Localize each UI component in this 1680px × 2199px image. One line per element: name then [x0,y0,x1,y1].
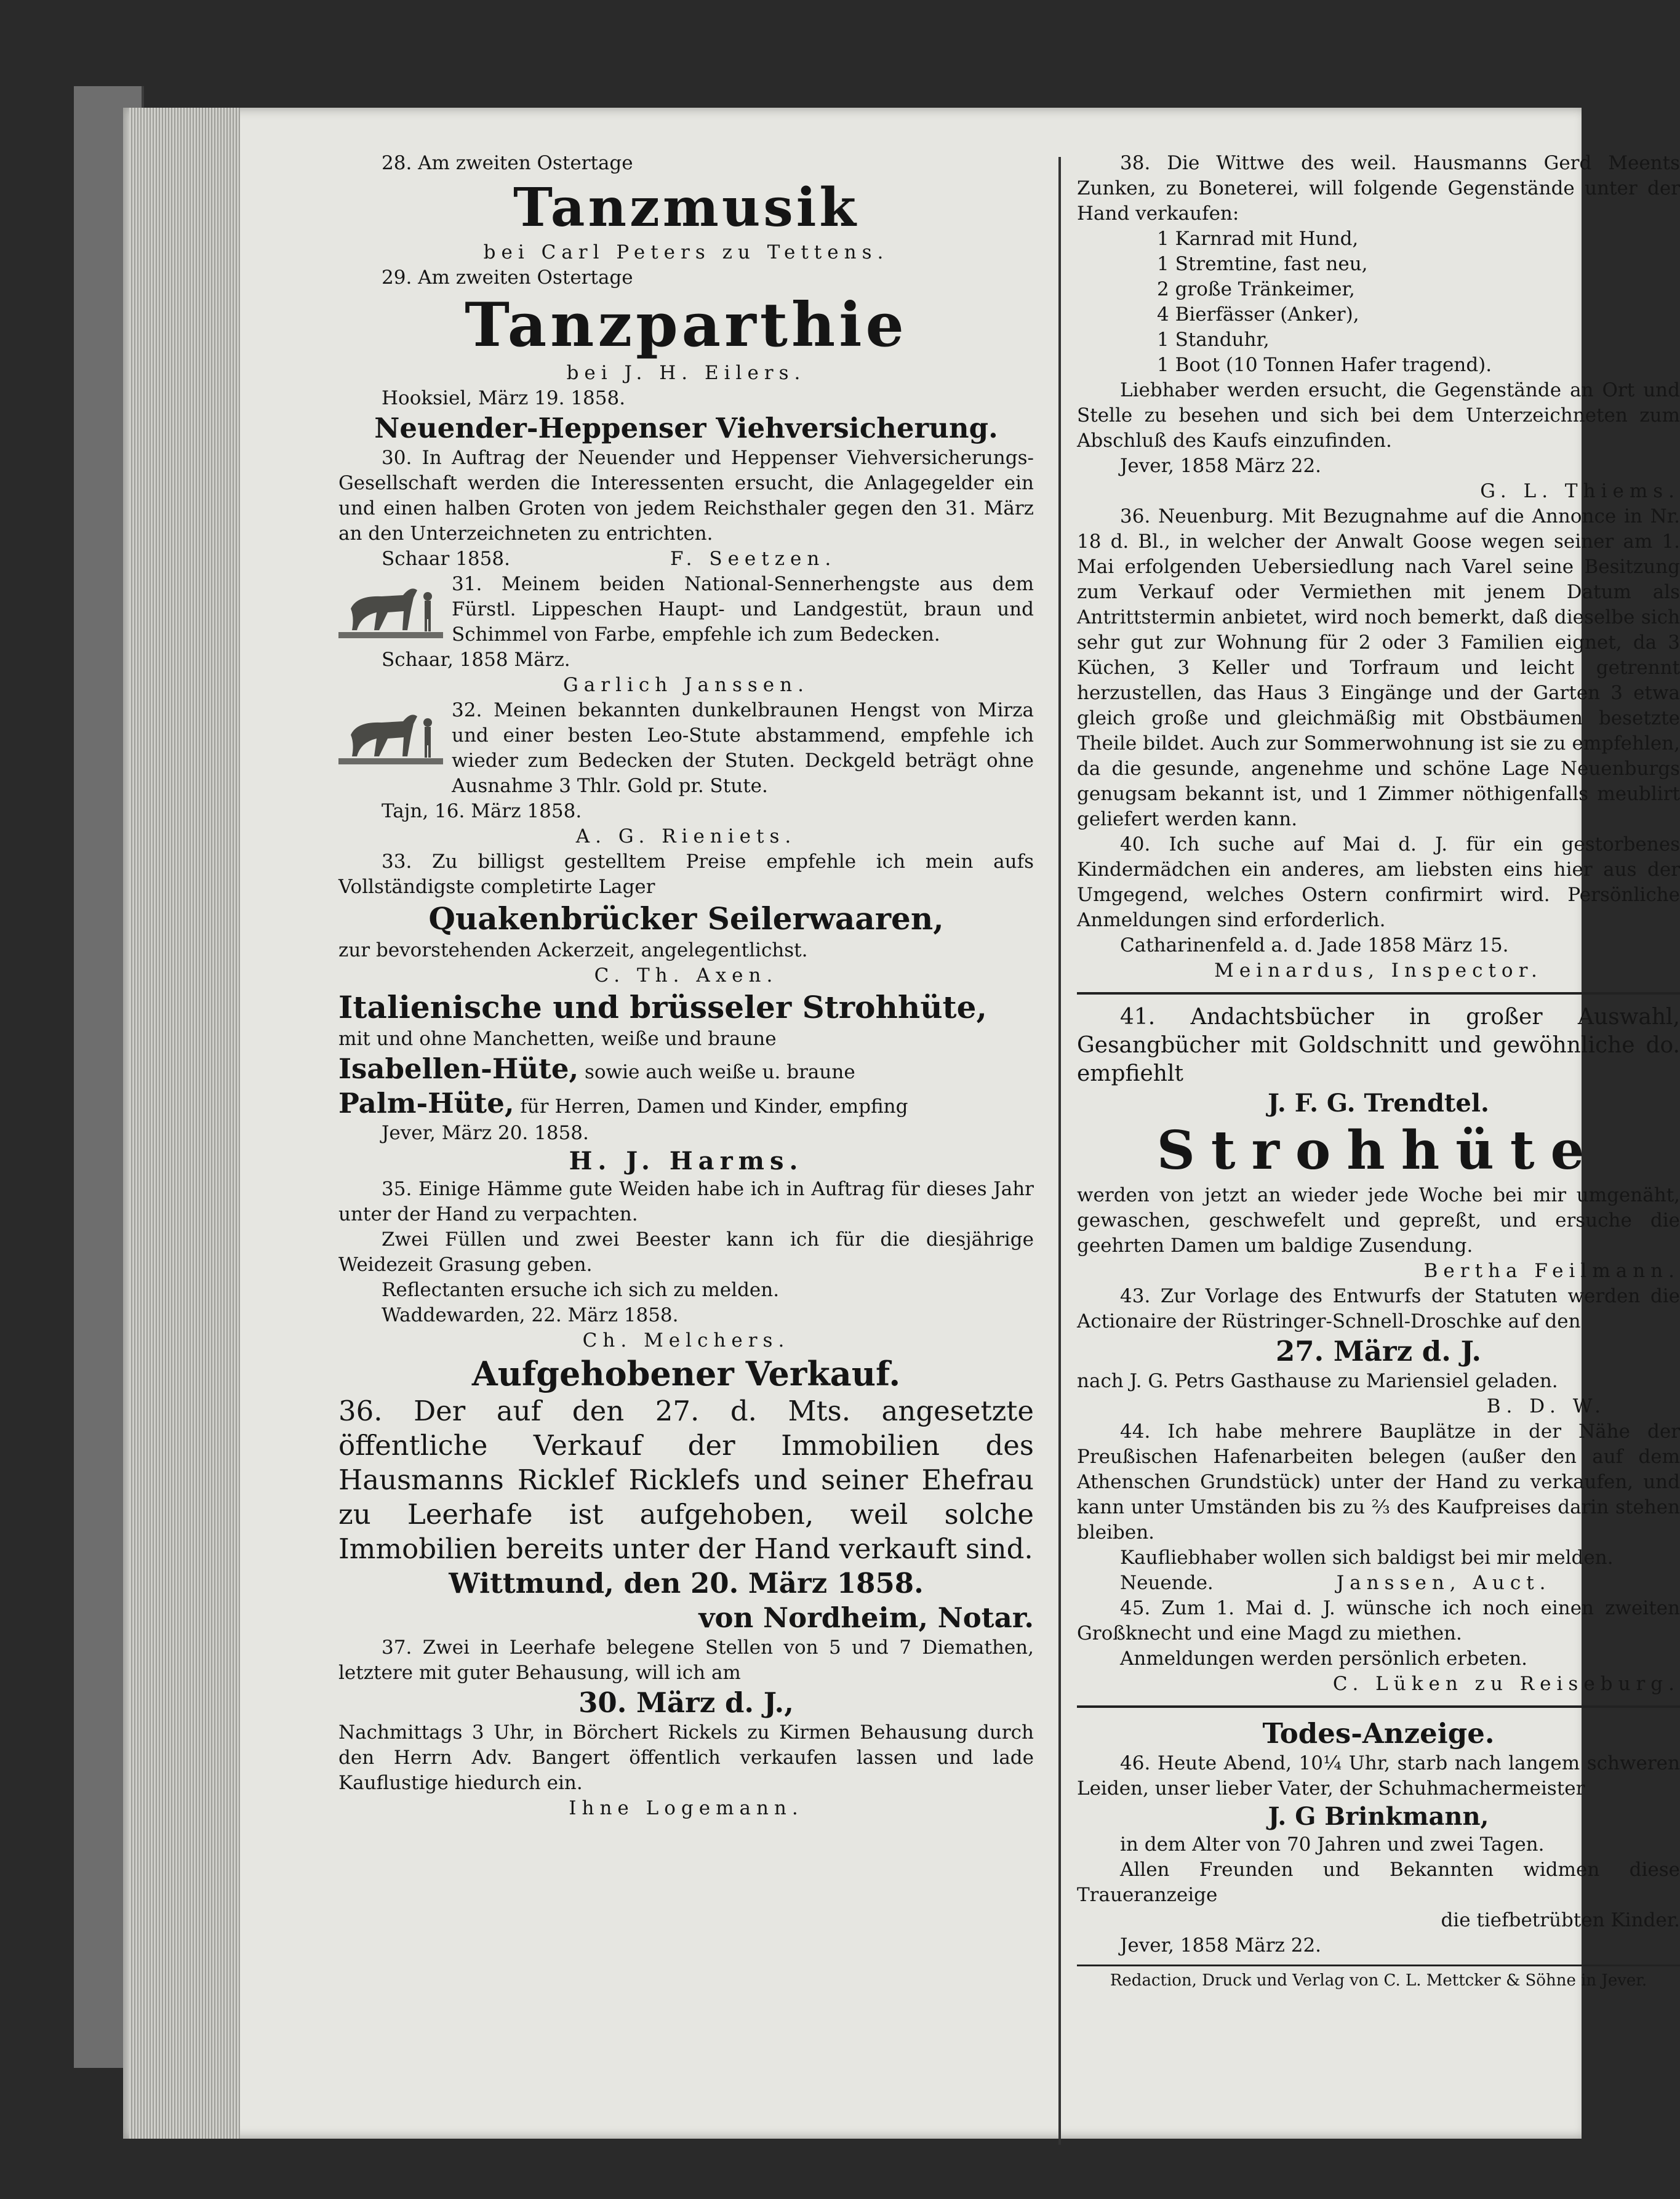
ad-34-signature: H. J. Harms. [569,1147,804,1176]
horse-icon [338,698,443,772]
list-item: 1 Stremtine, fast neu, [1157,253,1368,275]
section-rule [1077,992,1680,995]
ad-42-signature: Bertha Feilmann. [1423,1260,1680,1282]
ad-32-block [338,698,1034,799]
ad-29-date: Hooksiel, März 19. 1858. [382,387,626,409]
ad-44-signature: Janssen, Auct. [1336,1572,1551,1594]
list-item: 2 große Tränkeimer, [1157,278,1355,300]
horse-icon [338,572,443,646]
ad-39-body: 36. Neuenburg. Mit Bezugnahme auf die Annonce in Nr. 18 d. Bl., in welcher der Anwalt Goose wegen seiner am 1. Mai erfolgenden Uebersiedlung nach Varel seine Besitzung zum Verkauf oder Vermiethen mit jenem Datum als Antrittstermin anbietet, wird noch bemerkt, daß dieselbe sich sehr gut zur Wohnung für 2 oder 3 Familien eignet, da 3 Küchen, 3 Keller und Torfraum und leicht getrennt herzustellen, das Haus 3 Eingänge und der Garten 3 etwa gleich große und gleichmäßig mit Obstbäumen besetzte Theile bildet. Auch zur Sommerwohnung ist sie zu empfehlen, da die gesunde, angenehme und schöne Lage Neuenburgs genugsam bekannt ist, und 1 Zimmer nöthigenfalls meublirt geliefert werden kann. [1077,505,1680,830]
ad-36-date: Wittmund, den 20. März 1858. [449,1567,924,1600]
ad-33-signature: C. Th. Axen. [594,964,778,987]
ad-36-signature: von Nordheim, Notar. [698,1601,1034,1634]
ad-34-line3 [338,1086,1034,1121]
ad-34-line2-text: sowie auch weiße u. braune [585,1061,855,1083]
ad-44-body2: Kaufliebhaber wollen sich baldigst bei mir melden. [1120,1547,1614,1569]
ad-34-line2 [338,1052,1034,1086]
ad-43-body: 43. Zur Vorlage des Entwurfs der Statuten werden die Actionaire der Rüstringer-Schnell-Droschke auf den [1077,1285,1680,1332]
ad-31-block [338,572,1034,647]
newspaper-page [123,108,1680,2139]
imprint-footer: Redaction, Druck und Verlag von C. L. Mettcker & Söhne in Jever. [1110,1971,1647,1990]
ad-29-by: bei J. H. Eilers. [566,362,806,384]
list-item: 1 Standuhr, [1157,329,1270,351]
ad-28-title: Tanzmusik [513,177,860,239]
list-item: 4 Bierfässer (Anker), [1157,303,1359,326]
horse-illustration [338,572,443,646]
ad-38-items [1077,226,1680,378]
ad-36-body: 36. Der auf den 27. d. Mts. angesetzte öffentliche Verkauf der Immobilien des Hausmanns Ricklef Ricklefs und seiner Ehefrau zu Leerhafe ist aufgehoben, weil solche Immobilien bereits unter der Hand verkauft sind. [338,1395,1034,1565]
ad-35-body: 35. Einige Hämme gute Weiden habe ich in Auftrag für dieses Jahr unter der Hand zu verpachten. [338,1178,1034,1225]
ad-33-title: Quakenbrücker Seilerwaaren, [428,900,944,937]
ad-40-date: Catharinenfeld a. d. Jade 1858 März 15. [1120,934,1509,956]
ad-37-date: 30. März d. J., [578,1686,794,1719]
list-item: 1 Karnrad mit Hund, [1157,228,1359,250]
ad-46-body: 46. Heute Abend, 10¼ Uhr, starb nach langem schweren Leiden, unser lieber Vater, der Schuhmachermeister [1077,1752,1680,1800]
ad-29-intro: 29. Am zweiten Ostertage [382,266,633,289]
ad-43-tail: nach J. G. Petrs Gasthause zu Mariensiel geladen. [1077,1370,1558,1392]
ad-31-body: 31. Meinem beiden National-Sennerhengste aus dem Fürstl. Lippeschen Haupt- und Landgestüt, braun und Schimmel von Farbe, empfehle ich zum Bedecken. [452,573,1034,646]
ad-35-body3: Reflectanten ersuche ich sich zu melden. [382,1279,780,1301]
ad-45-body: 45. Zum 1. Mai d. J. wünsche ich noch einen zweiten Großknecht und eine Magd zu miethen. [1077,1597,1680,1644]
footer-rule [1077,1965,1680,1966]
ad-34-title: Italienische und brüsseler Strohhüte, [338,989,987,1025]
ad-45-signature: C. Lüken zu Reiseburg. [1332,1673,1680,1695]
ad-44-body: 44. Ich habe mehrere Bauplätze in der Nähe der Preußischen Hafenarbeiten belegen (außer den auf dem Athenschen Grundstück) unter der Hand zu verkaufen, und kann unter Umständen bis zu ⅔ des Kaufpreises darin stehen bleiben. [1077,1420,1680,1544]
ad-45-body2: Anmeldungen werden persönlich erbeten. [1120,1648,1528,1670]
ad-31-signature: Garlich Janssen. [563,674,809,696]
ad-44-footer [1077,1571,1680,1596]
ad-37-signature: Ihne Logemann. [569,1797,804,1819]
ad-33-body: 33. Zu billigst gestelltem Preise empfehle ich mein aufs Vollständigste completirte Lager [338,851,1034,898]
right-column [1077,151,1680,1991]
ad-41-body: 41. Andachtsbücher in großer Auswahl, Gesangbücher mit Goldschnitt und gewöhnliche do. empfiehlt [1077,1004,1680,1086]
list-item: 1 Boot (10 Tonnen Hafer tragend). [1157,354,1492,376]
ad-38-body: 38. Die Wittwe des weil. Hausmanns Gerd Meents Zunken, zu Boneterei, will folgende Gegenstände unter der Hand verkaufen: [1077,152,1680,225]
ad-29-title: Tanzparthie [465,290,908,361]
ad-30-title: Neuender-Heppenser Viehversicherung. [374,412,998,444]
column-divider [1058,157,1061,2145]
ad-43-signature: B. D. W. [1486,1395,1606,1417]
ad-42-body: werden von jetzt an wieder jede Woche bei mir umgenäht, gewaschen, geschwefelt und gepreßt, und ersuche die geehrten Damen um baldige Zusendung. [1077,1184,1680,1257]
page-stack-edge [129,108,240,2139]
horse-illustration [338,698,443,772]
ad-46-body2: in dem Alter von 70 Jahren und zwei Tagen. [1120,1833,1545,1856]
ad-43-date: 27. März d. J. [1275,1335,1482,1368]
ad-46-date: Jever, 1858 März 22. [1120,1934,1322,1957]
ad-46-body3: Allen Freunden und Bekannten widmen diese Traueranzeige [1077,1859,1680,1906]
ad-30-place: Schaar 1858. [382,548,510,570]
ad-36-title: Aufgehobener Verkauf. [471,1354,901,1393]
ad-34-date: Jever, März 20. 1858. [382,1122,589,1144]
ad-31-date: Schaar, 1858 März. [382,649,570,671]
ad-37-body: 37. Zwei in Leerhafe belegene Stellen von 5 und 7 Diemathen, letztere mit guter Behausung, will ich am [338,1636,1034,1684]
ad-33-tail: zur bevorstehenden Ackerzeit, angelegentlichst. [338,939,808,961]
ad-30-signature: F. Seetzen. [670,548,837,570]
ad-35-signature: Ch. Melchers. [582,1329,790,1352]
section-rule [1077,1705,1680,1708]
ad-46-title: Todes-Anzeige. [1262,1717,1495,1750]
ad-34-isabellen: Isabellen-Hüte, [338,1052,579,1085]
ad-34-line1: mit und ohne Manchetten, weiße und braune [338,1028,777,1050]
ad-46-signature: die tiefbetrübten Kinder. [1441,1909,1680,1931]
ad-38-tail: Liebhaber werden ersucht, die Gegenstände an Ort und Stelle zu besehen und sich bei dem Unterzeichneten zum Abschluß des Kaufs einzufinden. [1077,379,1680,452]
ad-46-name: J. G Brinkmann, [1268,1802,1489,1831]
left-column [338,151,1034,1821]
ad-30-footer [338,547,1034,572]
ad-42-title: Strohhüte [1156,1120,1601,1182]
ad-38-date: Jever, 1858 März 22. [1120,455,1322,477]
ad-34-palm: Palm-Hüte, [338,1087,514,1120]
ad-41-signature: J. F. G. Trendtel. [1268,1089,1489,1118]
ad-38-signature: G. L. Thiems. [1480,480,1680,502]
ad-40-signature: Meinardus, Inspector. [1214,959,1543,982]
ad-32-date: Tajn, 16. März 1858. [382,800,582,822]
ad-35-body2: Zwei Füllen und zwei Beester kann ich für die diesjährige Weidezeit Grasung geben. [338,1228,1034,1276]
ad-32-signature: A. G. Rieniets. [575,825,797,847]
ad-34-line3-text: für Herren, Damen und Kinder, empfing [520,1095,908,1118]
ad-28-intro: 28. Am zweiten Ostertage [382,152,633,174]
ad-32-body: 32. Meinen bekannten dunkelbraunen Hengst von Mirza und einer besten Leo-Stute abstammend, empfehle ich wieder zum Bedecken der Stuten. Deckgeld beträgt ohne Ausnahme 3 Thlr. Gold pr. Stute. [452,699,1034,797]
ad-44-place: Neuende. [1120,1572,1214,1594]
ad-40-body: 40. Ich suche auf Mai d. J. für ein gestorbenes Kindermädchen ein anderes, am liebsten eins hier aus der Umgegend, welches Ostern confirmirt wird. Persönliche Anmeldungen sind erforderlich. [1077,833,1680,931]
ad-35-date: Waddewarden, 22. März 1858. [382,1304,679,1326]
ad-28-by: bei Carl Peters zu Tettens. [483,241,889,263]
ad-30-body: 30. In Auftrag der Neuender und Heppenser Viehversicherungs-Gesellschaft werden die Interessenten ersucht, die Anlagegelder ein und einen halben Groten von jedem Reichsthaler gegen den 31. März an den Unterzeichneten zu entrichten. [338,447,1034,545]
ad-37-tail: Nachmittags 3 Uhr, in Börchert Rickels zu Kirmen Behausung durch den Herrn Adv. Bangert öffentlich verkaufen lassen und lade Kauflustige hiedurch ein. [338,1721,1034,1794]
